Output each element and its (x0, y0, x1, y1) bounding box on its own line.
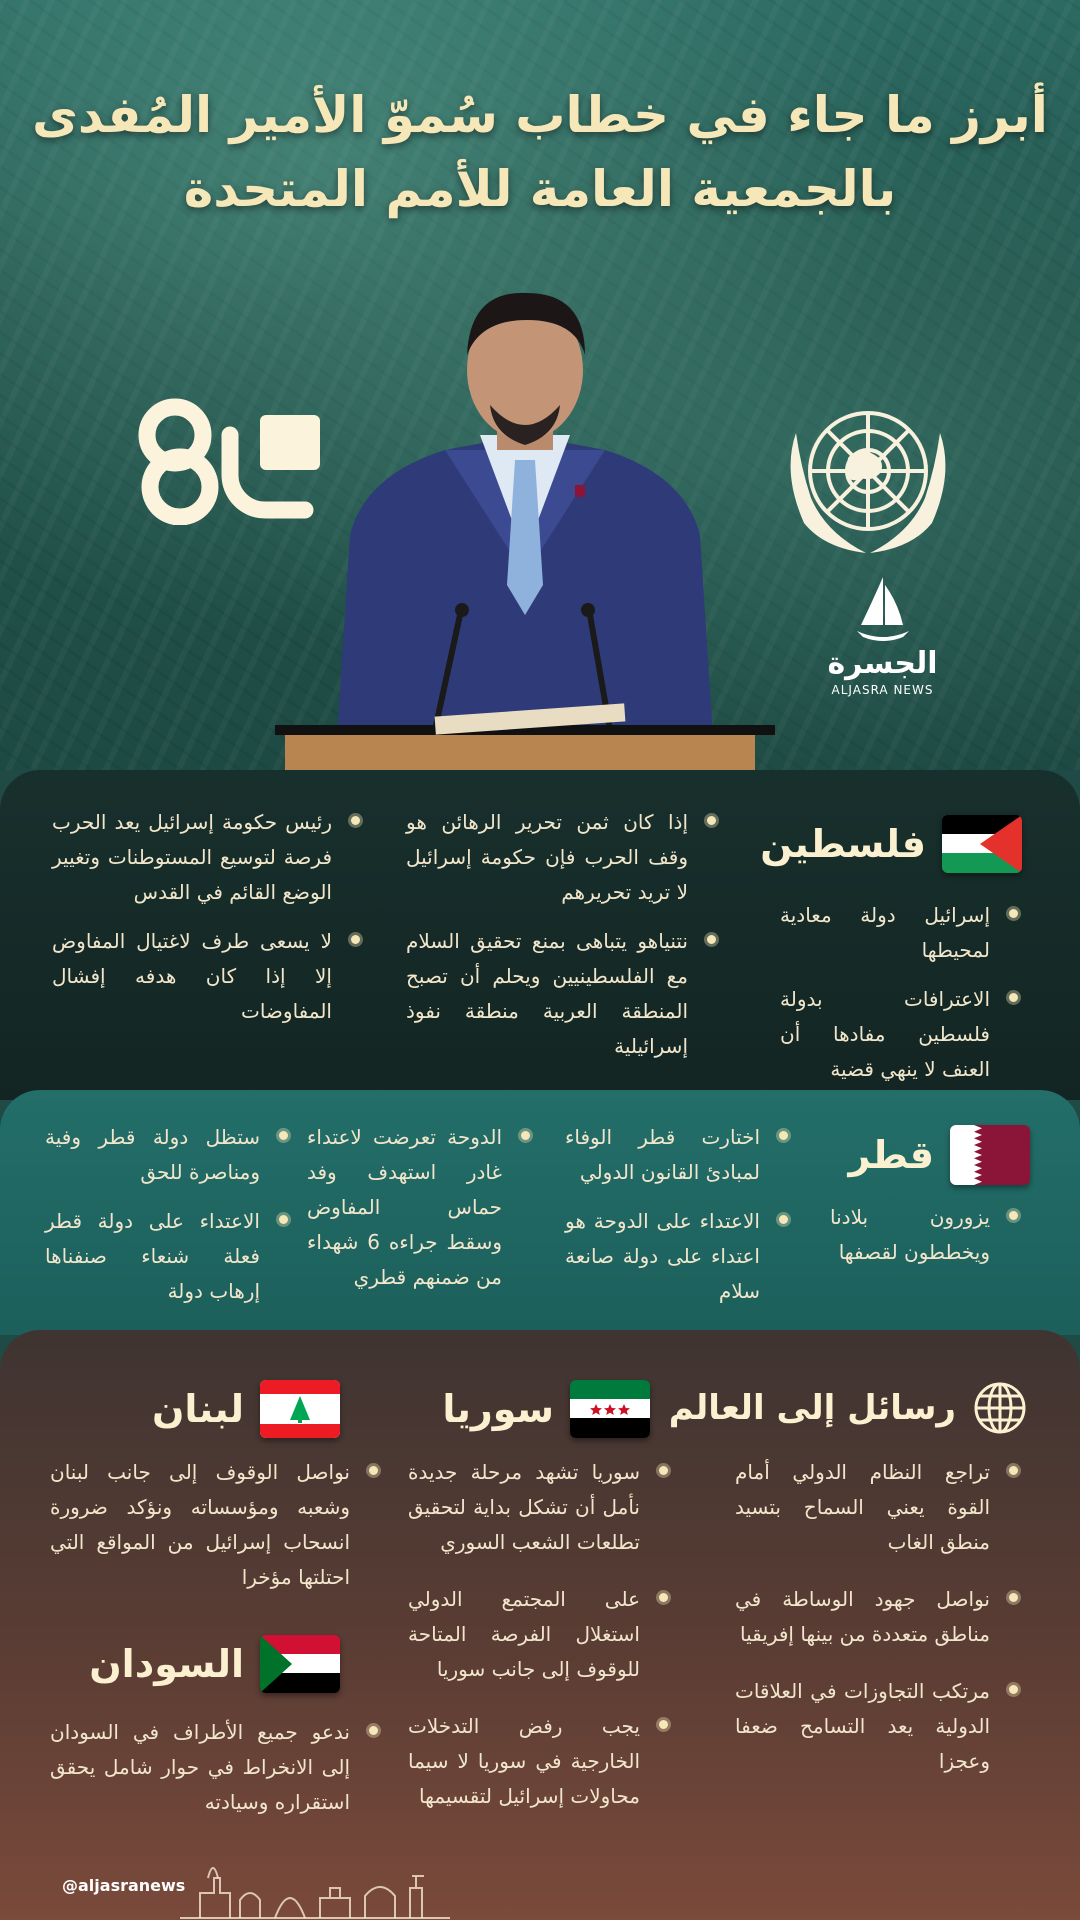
social-handle: @aljasranews (62, 1876, 186, 1895)
list-item: إذا كان ثمن تحرير الرهائن هو وقف الحرب فإن حكومة إسرائيل لا تريد تحريرهم (406, 805, 718, 910)
lebanon-heading (152, 1380, 340, 1438)
sudan-flag-icon (260, 1635, 340, 1693)
list-item: لا يسعى طرف لاغتيال المفاوض إلا إذا كان هدفه إفشال المفاوضات (52, 924, 362, 1029)
lebanon-flag-icon (260, 1380, 340, 1438)
syria-heading-text: سوريا (442, 1387, 554, 1431)
qatar-heading (848, 1125, 1030, 1185)
speaker-photo (275, 285, 775, 770)
palestine-heading (760, 815, 1022, 873)
list-item: رئيس حكومة إسرائيل يعد الحرب فرصة لتوسيع المستوطنات وتغيير الوضع القائم في القدس (52, 805, 362, 910)
list-item: الاعتداء على الدوحة هو اعتداء على دولة صانعة سلام (565, 1204, 790, 1309)
sudan-heading-text: السودان (89, 1642, 244, 1686)
sudan-heading (89, 1635, 340, 1693)
list-item: تراجع النظام الدولي أمام القوة يعني السماح بتسيد منطق الغاب (735, 1455, 1020, 1560)
list-item: يجب رفض التدخلات الخارجية في سوريا لا سيما محاولات إسرائيل لتقسيمها (408, 1709, 670, 1814)
syria-column (408, 1455, 670, 1828)
palestine-flag-icon (942, 815, 1022, 873)
palestine-col-1 (780, 898, 1020, 1101)
title-line-1: أبرز ما جاء في خطاب سُموّ الأمير المُفدى (32, 86, 1048, 144)
list-item: الاعتداء على دولة قطر فعلة شنعاء صنفناها إرهاب دولة (45, 1204, 290, 1309)
list-item: الدوحة تعرضت لاعتداء غادر استهدف وفد حماس المفاوض وسقط جراءه 6 شهداء من ضمنهم قطري (307, 1120, 532, 1295)
qatar-col-4 (45, 1120, 290, 1323)
list-item: إسرائيل دولة معادية لمحيطها (780, 898, 1020, 968)
brand-name-en: ALJASRA NEWS (831, 683, 934, 697)
brand-name-ar: الجسرة (827, 646, 938, 681)
qatar-col-1 (830, 1200, 1020, 1284)
list-item: يزورون بلادنا ويخططون لقصفها (830, 1200, 1020, 1270)
world-heading (669, 1380, 1028, 1436)
aljasra-boat-logo-icon (853, 575, 913, 645)
city-skyline-icon (180, 1848, 450, 1920)
list-item: ستظل دولة قطر وفية ومناصرة للحق (45, 1120, 290, 1190)
qatar-flag-icon (950, 1125, 1030, 1185)
sudan-column (50, 1715, 380, 1834)
list-item: سوريا تشهد مرحلة جديدة نأمل أن تشكل بداية لتحقيق تطلعات الشعب السوري (408, 1455, 670, 1560)
palestine-col-3 (52, 805, 362, 1043)
qatar-heading-text: قطر (848, 1133, 934, 1177)
qatar-col-3 (307, 1120, 532, 1309)
title-line-2: بالجمعية العامة للأمم المتحدة (183, 159, 897, 218)
syria-flag-icon (570, 1380, 650, 1438)
aljasra-brand (820, 575, 945, 697)
qatar-section (0, 1090, 1080, 1335)
un-emblem-icon (768, 393, 968, 563)
globe-icon (972, 1380, 1028, 1436)
page-title (0, 82, 1080, 223)
palestine-section (0, 770, 1080, 1100)
list-item: اختارت قطر الوفاء لمبادئ القانون الدولي (565, 1120, 790, 1190)
world-heading-text: رسائل إلى العالم (668, 1388, 956, 1428)
syria-heading (442, 1380, 650, 1438)
palestine-heading-text: فلسطين (760, 822, 926, 866)
list-item: الاعترافات بدولة فلسطين مفادها أن العنف لا ينهي قضية (780, 982, 1020, 1087)
list-item: على المجتمع الدولي استغلال الفرصة المتاحة للوقوف إلى جانب سوريا (408, 1582, 670, 1687)
list-item: ندعو جميع الأطراف في السودان إلى الانخراط في حوار شامل يحقق استقراره وسيادته (50, 1715, 380, 1820)
list-item: نواصل جهود الوساطة في مناطق متعددة من بينها إفريقيا (735, 1582, 1020, 1652)
hero-banner (0, 0, 1080, 770)
lebanon-column (50, 1455, 380, 1609)
world-column (735, 1455, 1020, 1793)
lebanon-heading-text: لبنان (152, 1387, 244, 1431)
palestine-col-2 (406, 805, 718, 1078)
list-item: مرتكب التجاوزات في العلاقات الدولية يعد التسامح ضعفا وعجزا (735, 1674, 1020, 1779)
qatar-col-2 (565, 1120, 790, 1323)
world-section (0, 1330, 1080, 1920)
list-item: نتنياهو يتباهى بمنع تحقيق السلام مع الفلسطينيين ويحلم أن تصبح المنطقة العربية منطقة نفوذ إسرائيلية (406, 924, 718, 1064)
list-item: نواصل الوقوف إلى جانب لبنان وشعبه ومؤسساته ونؤكد ضرورة انسحاب إسرائيل من المواقع التي احتلتها مؤخرا (50, 1455, 380, 1595)
